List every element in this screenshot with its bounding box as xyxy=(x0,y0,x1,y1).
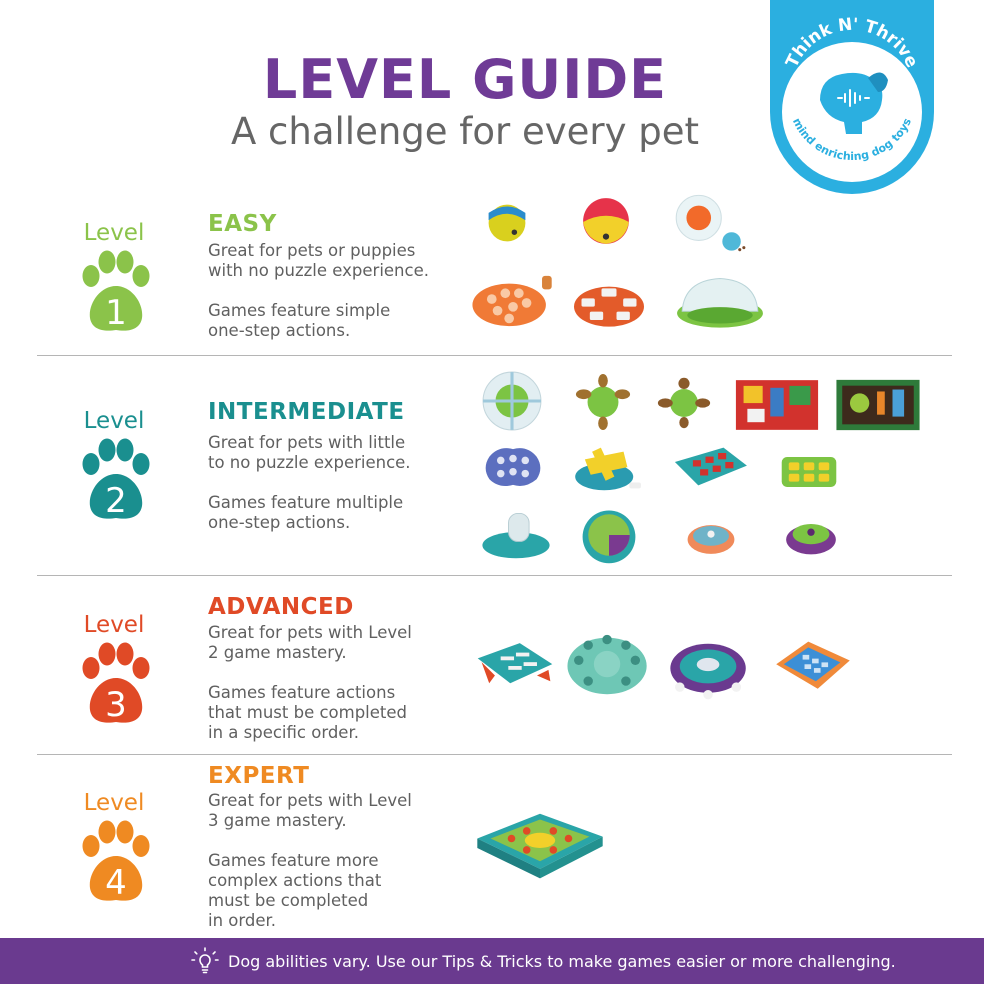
product-ball-blue-yellow xyxy=(484,200,530,246)
page-subtitle: A challenge for every pet xyxy=(230,110,699,153)
level-4-name: EXPERT xyxy=(208,763,310,789)
product-treat-ball-clear xyxy=(668,192,750,254)
level-3-desc: Great for pets with Level 2 game mastery. Games feature actions that must be completed in a specific order. xyxy=(208,623,412,742)
product-blue-flower-puzzle xyxy=(480,442,546,492)
product-snuffle-mat-red xyxy=(734,376,820,434)
product-clear-ball-green xyxy=(481,370,543,432)
level-1-desc: Great for pets or puppies with no puzzle experience. Games feature simple one-step actions. xyxy=(208,241,429,340)
level-3-word: Level xyxy=(83,612,145,638)
level-4-word: Level xyxy=(83,790,145,816)
product-green-yellow-board xyxy=(776,450,842,494)
product-green-ball-plush-2 xyxy=(656,375,712,431)
svg-text:1: 1 xyxy=(105,293,127,333)
product-snuffle-mat-green xyxy=(834,376,922,434)
page-title: LEVEL GUIDE xyxy=(262,48,668,111)
product-smart-orange-puzzle xyxy=(468,272,560,330)
paw-2-icon xyxy=(70,436,160,526)
product-purple-spinner xyxy=(666,640,752,706)
paw-4-icon xyxy=(70,818,160,908)
product-spinner-orange-white xyxy=(565,280,653,330)
paw-1-icon xyxy=(70,248,160,338)
product-multipuzzle-square xyxy=(472,810,608,886)
product-teal-cylinder-bowl xyxy=(476,506,556,562)
svg-text:3: 3 xyxy=(105,685,127,725)
divider-3 xyxy=(37,754,952,755)
footer-text: Dog abilities vary. Use our Tips & Tricks to make games easier or more challenging. xyxy=(228,952,896,971)
level-2-name: INTERMEDIATE xyxy=(208,399,405,425)
product-green-dome xyxy=(674,270,766,332)
product-ball-red-yellow xyxy=(580,195,632,247)
lightbulb-icon xyxy=(190,946,220,976)
level-2-word: Level xyxy=(83,408,145,434)
level-1-name: EASY xyxy=(208,211,277,237)
svg-text:4: 4 xyxy=(105,863,127,903)
product-teal-slider-board xyxy=(472,636,558,696)
product-teal-brick-game xyxy=(668,444,752,498)
product-slow-feeder-green xyxy=(576,506,642,564)
product-green-ball-plush-1 xyxy=(574,372,632,432)
svg-text:2: 2 xyxy=(105,481,127,521)
level-3-name: ADVANCED xyxy=(208,594,354,620)
badge-tagline-text: mind enriching dog toys xyxy=(789,115,914,164)
badge-brand-text: Think N' Thrive xyxy=(782,14,922,71)
product-purple-green-bowl xyxy=(782,512,840,558)
product-blue-orange-square xyxy=(770,636,856,702)
product-yellow-twister xyxy=(570,440,650,498)
product-dog-casino-round xyxy=(564,632,652,698)
level-2-desc: Great for pets with little to no puzzle experience. Games feature multiple one-step actions. xyxy=(208,433,411,532)
paw-3-icon xyxy=(70,640,160,730)
level-1-word: Level xyxy=(83,220,145,246)
divider-2 xyxy=(37,575,952,576)
product-orange-mini-bowl xyxy=(684,512,738,558)
level-4-desc: Great for pets with Level 3 game mastery. Games feature more complex actions that must be completed in order. xyxy=(208,791,412,930)
divider-1 xyxy=(37,355,952,356)
footer-banner xyxy=(0,938,984,984)
brand-badge xyxy=(770,0,934,195)
